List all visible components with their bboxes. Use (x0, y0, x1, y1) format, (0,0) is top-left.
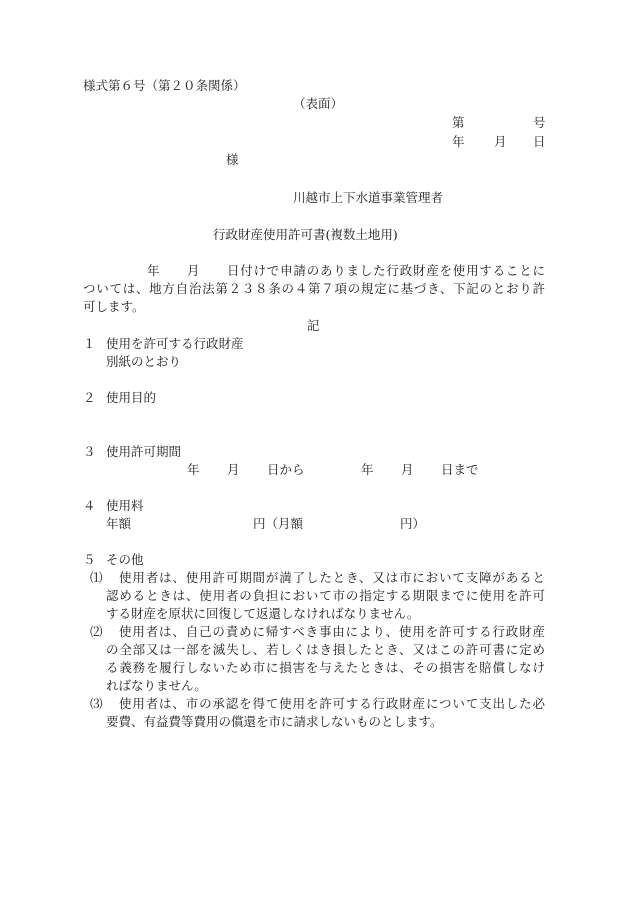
condition-2-line-2: の全部又は一部を滅失し、若しくはき損したとき、又はこの許可書に定め (106, 642, 545, 657)
section-4-heading: 使用料 (106, 498, 144, 513)
issuer-name: 川越市上下水道事業管理者 (293, 190, 444, 205)
period-start-label: 日から (267, 462, 305, 477)
date-year: 年 (452, 134, 465, 149)
doc-number-go: 号 (533, 115, 546, 130)
addressee-suffix: 様 (226, 152, 239, 167)
intro-year: 年 (147, 263, 160, 278)
date-month: 月 (494, 134, 507, 149)
section-1-number: １ (83, 336, 96, 351)
condition-1-line-2: 認めるときは、使用者の負担において市の指定する期限までに使用を許可 (106, 588, 545, 603)
document-title: 行政財産使用許可書(複数土地用) (213, 227, 398, 242)
intro-month: 月 (187, 263, 200, 278)
period-end-year: 年 (361, 462, 374, 477)
condition-3-number: ⑶ (90, 696, 103, 711)
period-start-month: 月 (227, 462, 240, 477)
fee-close: 円） (400, 516, 426, 531)
section-2-number: ２ (83, 390, 96, 405)
section-1-detail: 別紙のとおり (106, 354, 182, 369)
condition-1-line-1: 使用者は、使用許可期間が満了したとき、又は市において支障があると (119, 570, 545, 585)
period-start-year: 年 (187, 462, 200, 477)
section-5-number: ５ (83, 552, 96, 567)
section-1-heading: 使用を許可する行政財産 (106, 336, 244, 351)
period-end-month: 月 (401, 462, 414, 477)
condition-3-line-1: 使用者は、市の承認を得て使用を許可する行政財産について支出した必 (119, 696, 545, 711)
section-5-heading: その他 (106, 552, 144, 567)
condition-3-line-2: 要費、有益費等費用の償還を市に請求しないものとします。 (106, 714, 443, 729)
condition-2-number: ⑵ (90, 624, 103, 639)
side-label: （表面） (293, 96, 344, 111)
condition-1-line-3: する財産を原状に回復して返還しなければなりません。 (106, 606, 420, 621)
fee-monthly-label: 円（月額 (253, 516, 304, 531)
intro-line-2: ついては、地方自治法第２３８条の４第７項の規定に基づき、下記のとおり許 (83, 281, 545, 296)
doc-number-dai: 第 (452, 115, 465, 130)
date-day: 日 (533, 134, 546, 149)
fee-annual-label: 年額 (106, 516, 132, 531)
section-2-heading: 使用目的 (106, 390, 157, 405)
intro-line-3: 可します。 (83, 299, 145, 314)
section-4-number: ４ (83, 498, 96, 513)
section-3-number: ３ (83, 444, 96, 459)
condition-2-line-4: ればなりません。 (106, 678, 207, 693)
condition-1-number: ⑴ (90, 570, 103, 585)
form-number: 様式第６号（第２０条関係） (83, 78, 246, 93)
section-3-heading: 使用許可期間 (106, 444, 182, 459)
ki-mark: 記 (307, 318, 320, 333)
intro-line-1: 日付けで申請のありました行政財産を使用することに (227, 263, 545, 278)
condition-2-line-1: 使用者は、自己の責めに帰すべき事由により、使用を許可する行政財産 (119, 624, 545, 639)
period-end-label: 日まで (441, 462, 479, 477)
condition-2-line-3: る義務を履行しないため市に損害を与えたときは、その損害を賠償しなけ (106, 660, 545, 675)
